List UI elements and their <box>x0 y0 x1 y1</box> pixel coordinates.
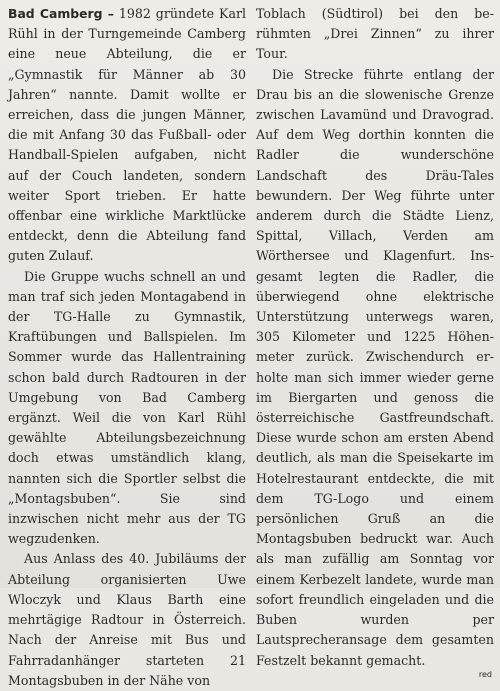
article-columns <box>8 4 494 688</box>
article-paragraph-5: Die Strecke führte entlang der Drau bis an die slowenische Grenze zwischen Lavamünd und Dravograd. Auf dem Weg dorthin konnten die Radler die wunderschöne Landschaft des Dräu-Tales bewundern. Der Weg führte unter anderem durch die Städte Lienz, Spittal, Villach, Verden am Wörthersee und Klagenfurt. Insgesamt legten die Radler, die überwiegend ohne elektrische Unterstützung unterwegs waren, 305 Kilometer und 1225 Höhenmeter zurück. Zwischendurch erholte man sich immer wieder gerne im Biergarten und genoss die österreichische Gastfreundschaft. Diese wurde schon am ersten Abend deutlich, als man die Speisekarte im Hotelrestaurant entdeckte, die mit dem TG-Logo und einem persönlichen Gruß an die Montagsbuben bedruckt war. Auch als man zufällig am Sonntag vor einem Kerbezelt landete, wurde man sofort freundlich eingeladen und die Buben wurden per Lautsprecheransage dem gesamten Festzelt bekannt gemacht. <box>256 66 494 668</box>
article-column-left <box>8 4 247 688</box>
author-tag: red <box>478 669 492 679</box>
article-column-right <box>256 4 494 679</box>
paragraph-1-body: 1982 gründete Karl Rühl in der Turngemeinde Camberg eine neue Abteilung, die er „Gymnastik für Männer ab 30 Jahren“ nannte. Damit wollte er erreichen, dass die jungen Männer, die mit Anfang 30 das Fußball- oder Handball-Spielen aufgaben, nicht auf der Couch landeten, sondern weiter Sport trieben. Er hatte offenbar eine wirkliche Marktlücke entdeckt, denn die Abteilung fand guten Zulauf. <box>8 6 247 264</box>
article-paragraph-2: Die Gruppe wuchs schnell an und man traf sich jeden Montagabend in der TG-Halle zu Gymnastik, Kraftübungen und Ballspielen. Im Sommer wurde das Hallentraining schon bald durch Radtouren in der Umgebung von Bad Camberg ergänzt. Weil die von Karl Rühl gewählte Abteilungsbezeichnung doch etwas umständlich klang, nannten sich die Sportler selbst die „Montagsbuben“. Sie sind inzwischen nicht mehr aus der TG wegzudenken. <box>8 268 246 547</box>
article-paragraph-1 <box>8 4 246 267</box>
article-paragraph-3: Aus Anlass des 40. Jubiläums der Abteilung organisierten Uwe Wloczyk und Klaus Barth eine mehrtägige Radtour in Österreich. Nach der Anreise mit Bus und Fahrradanhänger starteten 21 Montagsbuben in der Nähe von <box>8 551 246 688</box>
article-paragraph-4: Toblach (Südtirol) bei den berühmten „Drei Zinnen“ zu ihrer Tour. <box>256 6 494 62</box>
dateline: Bad Camberg – <box>8 6 114 21</box>
